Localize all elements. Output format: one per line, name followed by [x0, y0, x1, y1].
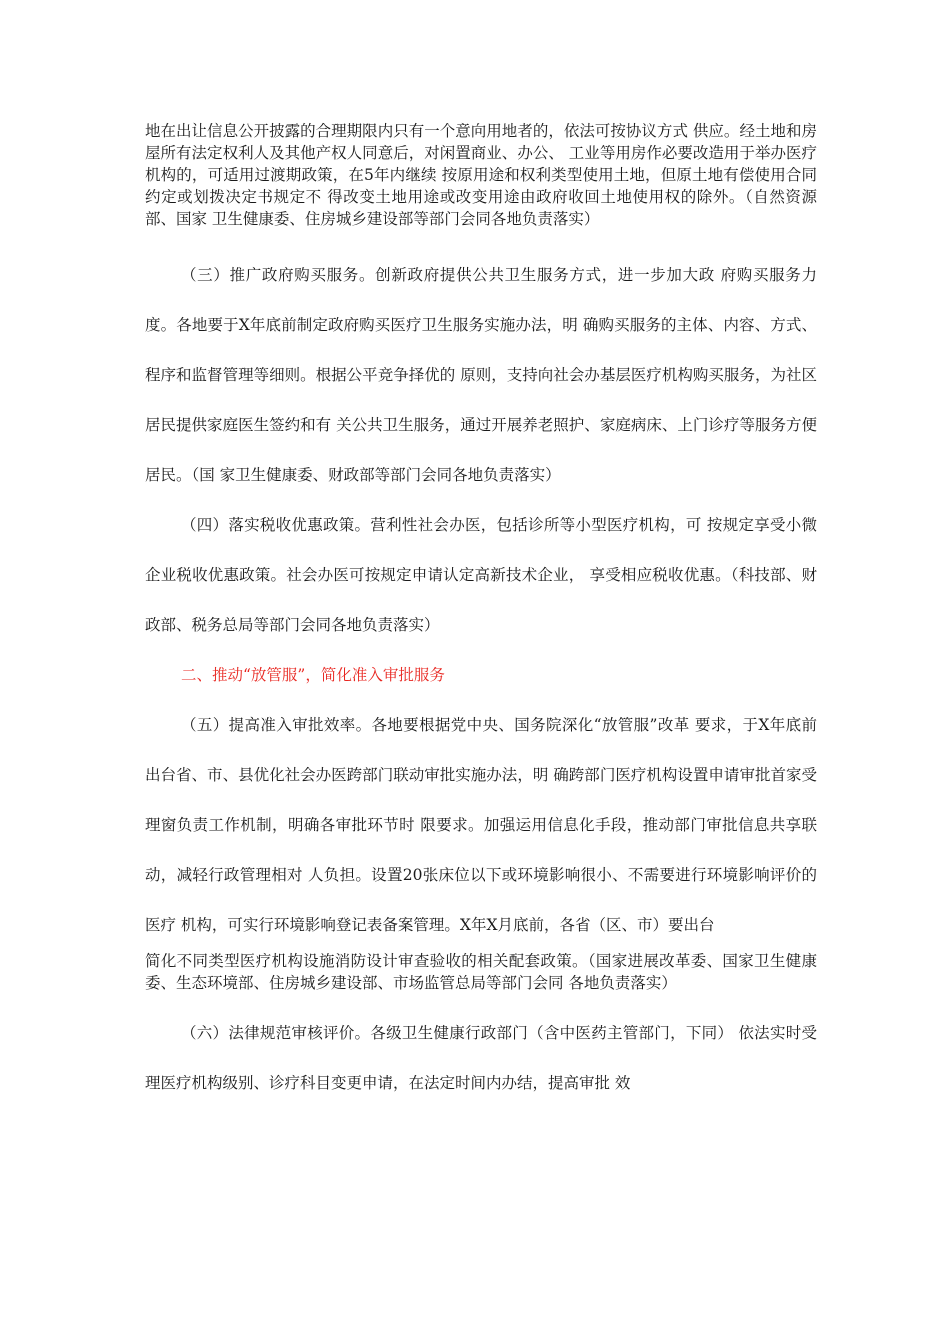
paragraph-government-purchase: （三）推广政府购买服务。创新政府提供公共卫生服务方式，进一步加大政 府购买服务力度。各地要于X年底前制定政府购买医疗卫生服务实施办法，明 确购买服务的主体、内容、方式、程序和监督管理等细则。根据公平竞争择优的 原则，支持向社会办基层医疗机构购买服务，为社区居民提供家庭医生签约和有 关公共卫生服务，通过开展养老照护、家庭病床、上门诊疗等服务方便居民。（国 家卫生健康委、财政部等部门会同各地负责落实） [145, 266, 817, 484]
paragraph-approval-efficiency: （五）提高准入审批效率。各地要根据党中央、国务院深化“放管服”改革 要求，于X年底前出台省、市、县优化社会办医跨部门联动审批实施办法，明 确跨部门医疗机构设置申请审批首家受理窗负责工作机制，明确各审批环节时 限要求。加强运用信息化手段，推动部门审批信息共享联动，减轻行政管理相对 人负担。设置20张床位以下或环境影响很小、不需要进行环境影响评价的医疗 机构，可实行环境影响登记表备案管理。X年X月底前，各省（区、市）要出台 [145, 716, 817, 934]
section-heading-2: 二、推动“放管服”，简化准入审批服务 [181, 666, 445, 684]
paragraph-legal-review: （六）法律规范审核评价。各级卫生健康行政部门（含中医药主管部门，下同） 依法实时受理医疗机构级别、诊疗科目变更申请，在法定时间内办结，提高审批 效 [145, 1024, 817, 1092]
document-page [145, 120, 817, 1108]
paragraph-tax-incentives: （四）落实税收优惠政策。营利性社会办医，包括诊所等小型医疗机构，可 按规定享受小微企业税收优惠政策。社会办医可按规定申请认定高新技术企业， 享受相应税收优惠。（科技部、财政部、税务总局等部门会同各地负责落实） [145, 516, 817, 634]
paragraph-approval-efficiency-continuation: 简化不同类型医疗机构设施消防设计审查验收的相关配套政策。（国家进展改革委、国家卫生健康委、生态环境部、住房城乡建设部、市场监管总局等部门会同 各地负责落实） [145, 952, 817, 992]
paragraph-land-use-continuation: 地在出让信息公开披露的合理期限内只有一个意向用地者的，依法可按协议方式 供应。经土地和房屋所有法定权利人及其他产权人同意后，对闲置商业、办公、 工业等用房作必要改造用于举办医疗机构的，可适用过渡期政策，在5年内继续 按原用途和权利类型使用土地，但原土地有偿使用合同约定或划拨决定书规定不 得改变土地用途或改变用途由政府收回土地使用权的除外。（自然资源部、国家 卫生健康委、住房城乡建设部等部门会同各地负责落实） [145, 122, 817, 228]
